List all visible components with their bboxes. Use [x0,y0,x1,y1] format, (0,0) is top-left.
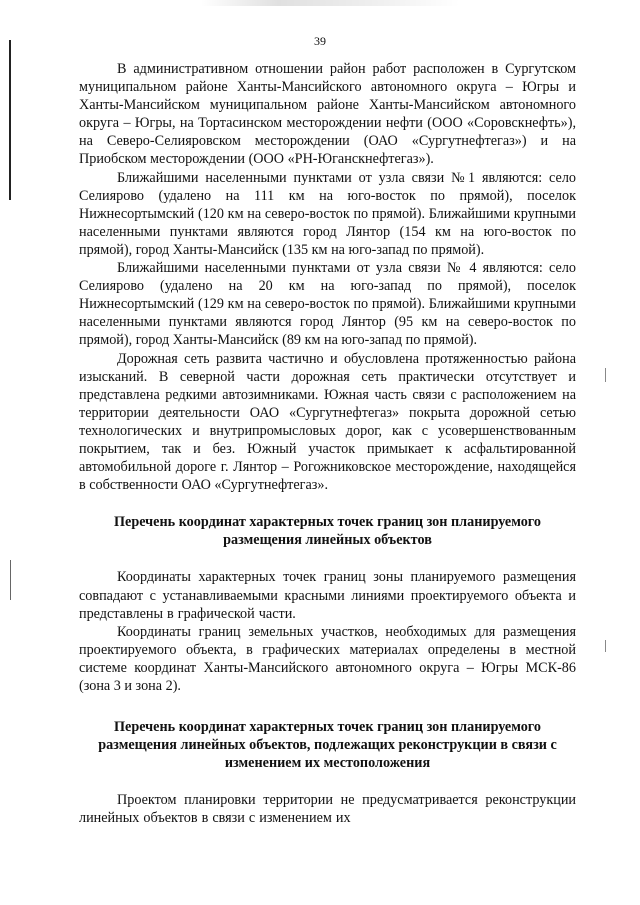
section-heading-coordinates: Перечень координат характерных точек границ зон планируемого размещения линейных объектов [114,514,541,549]
paragraph-coordinates-match: Координаты характерных точек границ зоны планируемого размещения совпадают с устанавливаемыми красными линиями проектируемого объекта и представлены в графической части. [79,569,576,622]
scan-artifact-right-tick [605,640,606,652]
page-number: 39 [314,34,326,48]
paragraph-road-network: Дорожная сеть развита частично и обусловлена протяженностью района изысканий. В северной части дорожная сеть практически отсутствует и представлена редкими автозимниками. Южная часть связи с расположением на территории деятельности ОАО «Сургутнефтегаз» покрыта дорожной сетью технологических и внутрипромысловых дорог, как с усовершенствованным покрытием, так и без. Южный участок примыкает к асфальтированной автомобильной дороге г. Лянтор – Рогожниковское месторождение, находящейся в собственности ОАО «Сургутнефтегаз». [79,350,576,494]
scan-artifact-top [200,0,460,6]
paragraph-nearest-settlements-node4: Ближайшими населенными пунктами от узла связи № 4 являются: село Селиярово (удалено на 20 км на юго-запад по прямой), поселок Нижнесортымский (129 км на северо-восток по прямой). Ближайшими крупными населенными пунктами являются город Лянтор (95 км на северо-восток по прямой), город Ханты-Мансийск (89 км на юго-запад по прямой). [79,260,576,349]
scan-artifact-left-edge-lower [10,560,11,600]
paragraph-reconstruction-not-planned: Проектом планировки территории не предусматривается реконструкции линейных объектов в связи с изменением их [79,792,576,827]
scan-artifact-left-edge [9,40,11,200]
paragraph-administrative-location: В административном отношении район работ расположен в Сургутском муниципальном районе Ханты-Мансийского автономного округа – Югры и Ханты-Мансийском муниципальном районе Ханты-Мансийском автономного округа – Югры, на Тортасинском месторождении нефти (ООО «Соровскнефть»), на Северо-Селияровском месторождении (ОАО «Сургутнефтегаз») и на Приобском месторождении (ООО «РН-Юганскнефтегаз»). [79,61,576,168]
document-body [79,60,576,828]
paragraph-land-plot-coordinates: Координаты границ земельных участков, необходимых для размещения проектируемого объекта, в графических материалах определены в местной системе координат Ханты-Мансийского автономного округа – Югры МСК-86 (зона 3 и зона 2). [79,623,576,694]
scan-artifact-right-tick [605,368,606,382]
section-heading-reconstruction-coordinates: Перечень координат характерных точек границ зон планируемого размещения линейных объектов, подлежащих реконструкции в связи с изменением их местоположения [98,719,557,772]
paragraph-nearest-settlements-node1: Ближайшими населенными пунктами от узла связи №1 являются: село Селиярово (удалено на 111 км на юго-восток по прямой), поселок Нижнесортымский (120 км на северо-восток по прямой). Ближайшими крупными населенными пунктами являются город Лянтор (154 км на юго-восток по прямой), город Ханты-Мансийск (135 км на юго-запад по прямой). [79,169,576,258]
